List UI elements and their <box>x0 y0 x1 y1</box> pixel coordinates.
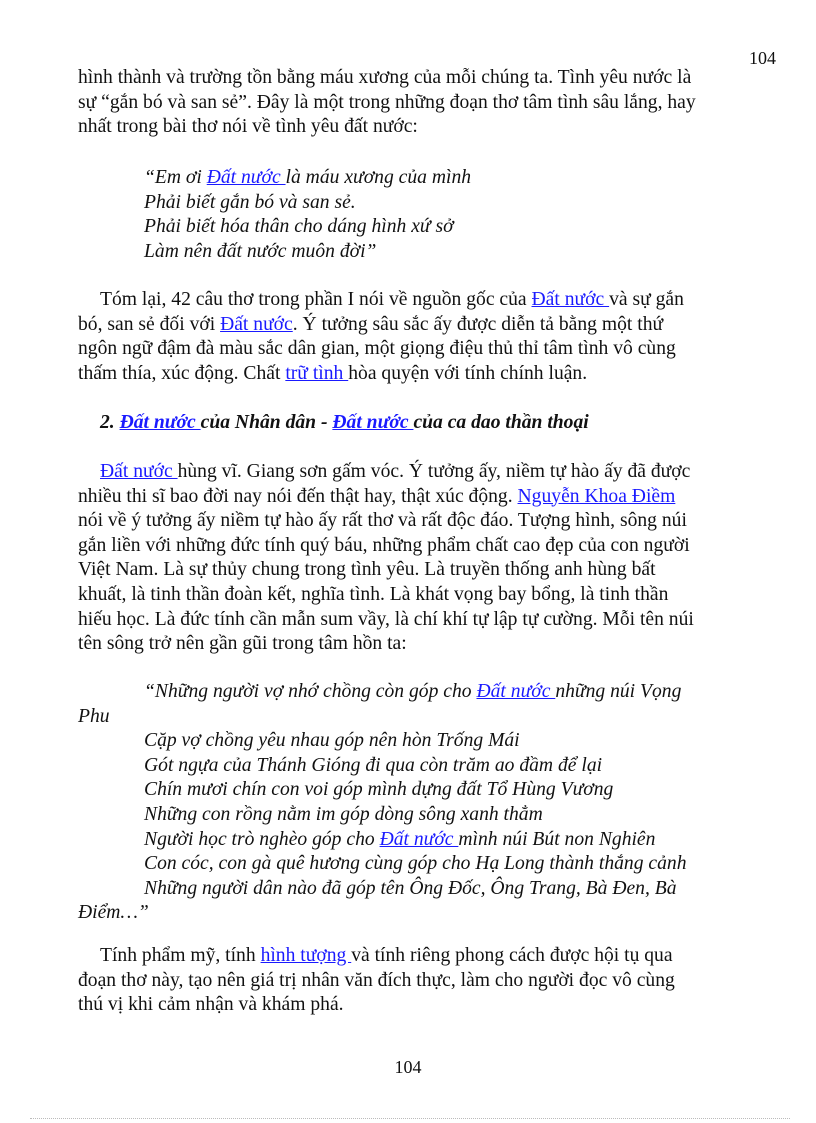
verse-text: Người học trò nghèo góp cho <box>144 828 380 850</box>
poem-excerpt-1 <box>78 166 471 264</box>
link-dat-nuoc[interactable]: Đất nước <box>531 289 610 310</box>
link-dat-nuoc[interactable]: Đất nước <box>100 461 178 482</box>
verse-line: Những người dân nào đã góp tên Ông Đốc, Ông Trang, Bà Đen, Bà <box>144 877 677 899</box>
text-span: Tính phẩm mỹ, tính <box>100 945 261 966</box>
verse-line: Làm nên đất nước muôn đời” <box>144 240 377 262</box>
text-line: nhất trong bài thơ nói về tình yêu đất nước: <box>78 116 418 138</box>
verse-line: Phu <box>78 705 110 727</box>
verse-line <box>78 828 687 853</box>
verse-line <box>78 166 471 191</box>
text-span: hòa quyện với tính chính luận. <box>348 362 588 384</box>
poem-excerpt-2 <box>78 680 687 926</box>
text-line <box>78 288 684 313</box>
text-span: và sự gắn <box>609 289 684 310</box>
verse-text: mình núi Bút non Nghiên <box>458 828 656 850</box>
verse-text: là máu xương của mình <box>285 167 472 188</box>
text-span: thấm thía, xúc động. Chất <box>78 362 286 384</box>
text-span: nhiều thi sĩ bao đời nay nói đến thật hay, thật xúc động. <box>78 485 518 507</box>
text-line: hình thành và trường tồn bằng máu xương của mỗi chúng ta. Tình yêu nước là <box>78 67 692 88</box>
text-line: gắn liền với những đức tính quý báu, những phẩm chất cao đẹp của con người <box>78 534 690 556</box>
verse-text: những núi Vọng <box>555 681 682 702</box>
verse-line: Con cóc, con gà quê hương cùng góp cho Hạ Long thành thắng cảnh <box>144 853 687 875</box>
heading-line <box>78 411 589 436</box>
text-span: hùng vĩ. Giang sơn gấm vóc. Ý tưởng ấy, niềm tự hào ấy đã được <box>177 461 691 482</box>
text-line <box>78 460 694 485</box>
text-span: Tóm lại, 42 câu thơ trong phần I nói về nguồn gốc của <box>100 289 532 310</box>
text-line <box>78 944 675 969</box>
verse-line <box>78 680 687 705</box>
summary-paragraph <box>78 288 684 386</box>
text-span: . Ý tưởng sâu sắc ấy được diễn tả bằng một thứ <box>292 313 664 335</box>
text-span: bó, san sẻ đối với <box>78 313 221 335</box>
page-footer-divider <box>30 1118 790 1119</box>
verse-text: “Những người vợ nhớ chồng còn góp cho <box>144 681 477 702</box>
text-line: khuất, là tinh thần đoàn kết, nghĩa tình. Là khát vọng bay bổng, là tinh thần <box>78 583 669 605</box>
verse-line: Phải biết hóa thân cho dáng hình xứ sở <box>144 216 454 238</box>
text-line: tên sông trở nên gần gũi trong tâm hồn ta: <box>78 633 407 655</box>
link-dat-nuoc[interactable]: Đất nước <box>332 412 414 433</box>
heading-text: của Nhân dân - <box>200 412 333 433</box>
heading-text: 2. <box>100 412 120 433</box>
verse-line: Những con rồng nằm im góp dòng sông xanh thẳm <box>144 803 543 825</box>
text-line <box>78 313 684 338</box>
link-dat-nuoc[interactable]: Đất nước <box>476 681 556 702</box>
link-dat-nuoc[interactable]: Đất nước <box>379 828 459 850</box>
closing-paragraph <box>78 944 675 1018</box>
text-line: hiếu học. Là đức tính cần mẫn sum vầy, là chí khí tự lập tự cường. Mỗi tên núi <box>78 608 694 630</box>
verse-line: Chín mươi chín con voi góp mình dựng đất Tổ Hùng Vương <box>144 779 614 801</box>
text-line: sự “gắn bó và san sẻ”. Đây là một trong những đoạn thơ tâm tình sâu lắng, hay <box>78 91 696 113</box>
text-span: và tính riêng phong cách được hội tụ qua <box>351 945 673 966</box>
text-line <box>78 485 694 510</box>
verse-text: “Em ơi <box>144 167 207 188</box>
link-dat-nuoc[interactable]: Đất nước <box>220 313 293 335</box>
text-line <box>78 362 684 387</box>
page-number-top: 104 <box>749 48 776 68</box>
verse-line: Cặp vợ chồng yêu nhau góp nên hòn Trống Mái <box>144 730 520 752</box>
link-dat-nuoc[interactable]: Đất nước <box>119 412 201 433</box>
text-line: Việt Nam. Là sự thủy chung trong tình yêu. Là truyền thống anh hùng bất <box>78 559 656 581</box>
page-number-bottom: 104 <box>394 1057 422 1077</box>
text-line: ngôn ngữ đậm đà màu sắc dân gian, một giọng điệu thủ thỉ tâm tình vô cùng <box>78 338 676 360</box>
verse-line: Phải biết gắn bó và san sẻ. <box>144 191 356 213</box>
text-line: đoạn thơ này, tạo nên giá trị nhân văn đích thực, làm cho người đọc vô cùng <box>78 969 675 991</box>
link-dat-nuoc[interactable]: Đất nước <box>206 167 286 188</box>
link-tru-tinh[interactable]: trữ tình <box>285 362 349 384</box>
link-hinh-tuong[interactable]: hình tượng <box>260 945 352 966</box>
link-nguyen-khoa-diem[interactable]: Nguyễn Khoa Điềm <box>517 485 676 507</box>
verse-line: Điểm…” <box>78 902 149 924</box>
text-line: thú vị khi cảm nhận và khám phá. <box>78 994 344 1016</box>
section-heading <box>78 411 589 436</box>
intro-paragraph <box>78 66 696 140</box>
verse-line: Gót ngựa của Thánh Gióng đi qua còn trăm ao đầm để lại <box>144 754 603 776</box>
text-line: nói về ý tưởng ấy niềm tự hào ấy rất thơ và rất độc đáo. Tượng hình, sông núi <box>78 510 687 532</box>
heading-text: của ca dao thần thoại <box>413 412 589 433</box>
body-paragraph <box>78 460 694 657</box>
